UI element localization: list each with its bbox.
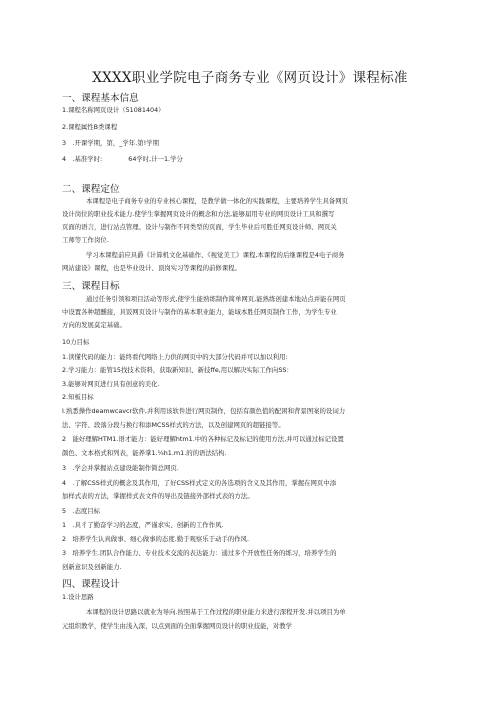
course-attribute-line: 2.课程属性B类课程 [62,123,118,131]
credit-hours-label: 4 .基准学时: [62,155,103,163]
paragraph-line: 元组织教学，使学生由浅入深，以点到面的全面掌握网页设计的职业技能，对教学 [62,622,293,630]
list-item: 3 培养学生.团队合作能力、专业技术交流的表达能力：通过多个开放性任务的练习，培养学生的 [62,549,337,557]
course-name-line: 1.课程名称网页设计（51081404） [62,106,165,114]
list-item: 1 .具彳了勤奋学习的态度，严谨求实、创新的工作作风. [62,521,224,529]
document-title: XXXX职业学院电子商务专业《网页设计》课程标准 [92,70,408,86]
paragraph-line: 本课程是电子商务专业的专业核心课程，是教学做一体化的实践课程，主要培养学生具备网页 [86,197,349,205]
list-item: 法、字符、段落分段与换行和添MCSS样式的方法，以及创建网页的超链接等。 [62,421,285,429]
list-item: 颜色、文本格式和列表，能养掌1.¼h1.m1.的的语法结构. [62,449,227,457]
list-item: 3 .学会并掌握站点建设能制作简总网页. [62,464,179,472]
attitude-objectives-label: 5 .态度目标 [62,507,101,515]
knowledge-objectives-label: 2.知板目标 [62,393,94,401]
list-item: 3.能够对网页进行具有创意的美化. [62,380,160,388]
paragraph-line: 工师等工作岗位. [62,236,109,244]
list-item: 创新意识及创新能力. [62,563,122,571]
section-heading-basic-info: 一、课程基本信息 [62,93,139,104]
paragraph-line: 设计岗位的职业技术能力.使学生掌握网页设计的概念和方法,能够届用专业的网页设计工具和撰写 [62,210,335,218]
section-heading-objectives: 三、课程目标 [62,281,120,292]
list-item: 加样式表的方法，掌握样式表文件的导出及链接外部样式表的方法。 [62,492,254,500]
paragraph-line: 网站建设》课程，也是毕业设计、顶岗实习等课程的前修课程。 [62,264,241,272]
paragraph-line: 方向的发展莫定基础。 [62,321,126,329]
credit-hours-value: 64学时,计一1.学分 [128,155,183,163]
list-item: 2 能好理解HTM1.语才能力：能好理解htm1.中的各种标记及标记的使用方法,并可以通过标记设置 [62,435,344,443]
paragraph-line: 学习本课程前应具爵《计算机文化基础作、《视觉美工》课程,本课程的后继课程是4电子商务 [86,251,345,259]
credit-hours-line [62,155,183,164]
paragraph-line: 页面的语言，进行站点管理、设计与制作不同类型的页面，学生毕业后可胜任网页设计师、网页关 [62,223,337,231]
paragraph-line: 本课程的设计思路以就业为导向.按照基于工作过程的职业能力来进行深程开发.并以项目为单 [86,608,346,616]
ability-objectives-label: 10力目标 [62,338,90,346]
list-item: I.熟悉操作deamwcavcr软件,并利用该软件进行网页制作，包括有颜色值的配困和背景图案的设词力 [62,407,346,415]
paragraph-line: 通过任务引领和项目活动等形式,使学生能熟练制作简单网页,能熟练创建本地站点并能在网页 [86,295,346,303]
list-item: 4 .了解CSS样式的概念及其作用，了好CSS样式定义的各选项的含义及其作用，掌握在网页中添 [62,479,337,487]
list-item: 2.学习能力：能管15找技术资料，获取新知识、新技ffe,用以解决实际工作向SS： [62,366,293,374]
list-item: 2 培养学生认真做事、细心做事的态度.勤于观察乐于动手的作风. [62,535,250,543]
section-heading-design: 四、课程设计 [62,579,120,590]
semester-line: 3 .开课学期，第，_学年.第!学期 [62,139,159,147]
section-heading-positioning: 二、课程定位 [62,184,120,195]
design-idea-label: 1.设计思路 [62,593,94,601]
list-item: 1.读懂代码的能力：能终看代网络上力供的网页中的大部分代码并可以加以利用: [62,353,288,361]
paragraph-line: 中设置各种超醺接，具饭网页设计与制作的基本职业能力，能域本胜任网页制作工作，为学生专业 [62,308,337,316]
